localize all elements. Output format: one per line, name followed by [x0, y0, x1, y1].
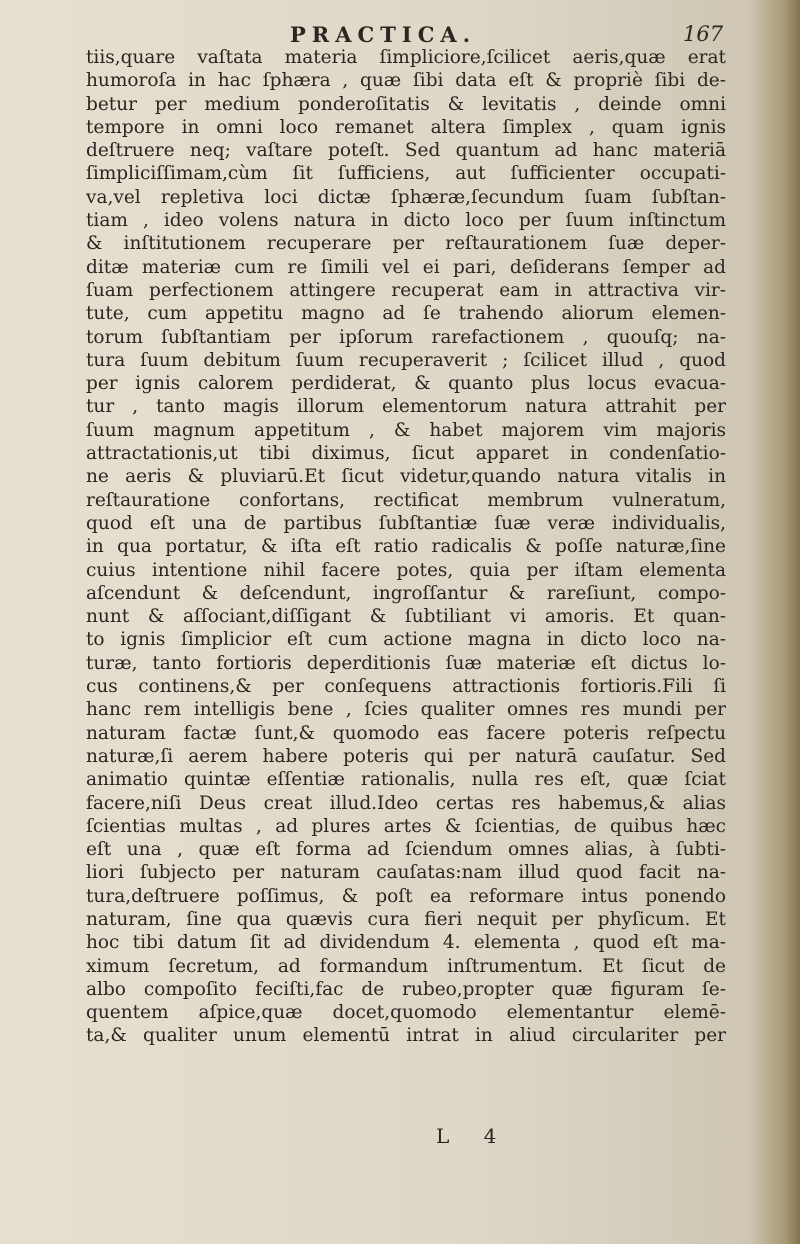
text-line: quod eſt una de partibus ſubſtantiæ ſuæ veræ individualis,	[86, 512, 726, 534]
text-line: reſtauratione confortans, rectificat membrum vulneratum,	[86, 489, 726, 511]
text-line: tura ſuum debitum ſuum recuperaverit ; ſcilicet illud , quod	[86, 349, 726, 371]
text-line: tura,deſtruere poſſimus, & poſt ea reformare intus ponendo	[86, 885, 726, 907]
text-line: turæ, tanto fortioris deperditionis ſuæ materiæ eſt dictus lo-	[86, 652, 726, 674]
text-line: attractationis,ut tibi diximus, ſicut apparet in condenſatio-	[86, 443, 726, 465]
text-line: tiis,quare vaſtata materia ſimpliciore,ſcilicet aeris,quæ erat	[86, 47, 726, 68]
text-line: quentem aſpice,quæ docet,quomodo elementantur elemē-	[86, 1002, 726, 1024]
text-line: naturæ,ſi aerem habere poteris qui per naturā cauſatur. Sed	[86, 745, 726, 767]
text-line: betur per medium ponderoſitatis & levitatis , deinde omni	[86, 93, 726, 115]
text-line: va,vel repletiva loci dictæ ſphæræ,ſecundum ſuam ſubſtan-	[86, 186, 726, 208]
text-line: animatio quintæ eſſentiæ rationalis, nulla res eſt, quæ ſciat	[86, 769, 726, 791]
text-line: tiam , ideo volens natura in dicto loco per ſuum inſtinctum	[86, 210, 726, 232]
text-line: ne aeris & pluviarū.Et ſicut videtur,quando natura vitalis in	[86, 466, 726, 488]
page-gutter-shadow	[752, 0, 800, 1244]
text-line: & inſtitutionem recuperare per reſtaurationem ſuæ deper-	[86, 233, 726, 255]
text-line: naturam, ſine qua quævis cura fieri nequit per phyſicum. Et	[86, 908, 726, 930]
text-line: hanc rem intelligis bene , ſcies qualiter omnes res mundi per	[86, 699, 726, 721]
text-line: tute, cum appetitu magno ad ſe trahendo aliorum elemen-	[86, 303, 726, 325]
text-line: ditæ materiæ cum re ſimili vel ei pari, deſiderans ſemper ad	[86, 256, 726, 278]
text-line: ſimpliciſſimam,cùm ſit ſufficiens, aut ſufficienter occupati-	[86, 163, 726, 185]
running-head: PRACTICA.	[290, 22, 477, 47]
signature-mark: L 4	[436, 1124, 511, 1148]
text-line: ta,& qualiter unum elementū intrat in aliud circulariter per	[86, 1025, 726, 1047]
text-line: eſt una , quæ eſt forma ad ſciendum omnes alias, à ſubti-	[86, 839, 726, 861]
text-line: tempore in omni loco remanet altera ſimplex , quam ignis	[86, 116, 726, 138]
text-line: hoc tibi datum ſit ad dividendum 4. elementa , quod eſt ma-	[86, 932, 726, 954]
text-line: albo compoſito feciſti,fac de rubeo,propter quæ figuram ſe-	[86, 978, 726, 1000]
text-line: humoroſa in hac ſphæra , quæ ſibi data eſt & propriè ſibi de-	[86, 70, 726, 92]
body-text	[86, 46, 726, 1048]
page-number: 167	[683, 22, 724, 46]
text-line: tur , tanto magis illorum elementorum natura attrahit per	[86, 396, 726, 418]
text-line: to ignis ſimplicior eſt cum actione magna in dicto loco na-	[86, 629, 726, 651]
text-line: cuius intentione nihil facere potes, quia per iſtam elementa	[86, 559, 726, 581]
text-line: naturam factæ ſunt,& quomodo eas facere poteris reſpectu	[86, 722, 726, 744]
text-line: aſcendunt & deſcendunt, ingroſſantur & rareſiunt, compo-	[86, 582, 726, 604]
text-line: ximum ſecretum, ad formandum inſtrumentum. Et ſicut de	[86, 955, 726, 977]
text-line: liori ſubjecto per naturam cauſatas:nam illud quod facit na-	[86, 862, 726, 884]
text-line: ſuam perfectionem attingere recuperat eam in attractiva vir-	[86, 279, 726, 301]
text-line: cus continens,& per conſequens attractionis fortioris.Fili ſi	[86, 676, 726, 698]
text-line: per ignis calorem perdiderat, & quanto plus locus evacua-	[86, 373, 726, 395]
text-line: in qua portatur, & iſta eſt ratio radicalis & poſſe naturæ,ſine	[86, 536, 726, 558]
text-line: ſuum magnum appetitum , & habet majorem vim majoris	[86, 419, 726, 441]
text-line: ſcientias multas , ad plures artes & ſcientias, de quibus hæc	[86, 815, 726, 837]
text-line: facere,niſi Deus creat illud.Ideo certas res habemus,& alias	[86, 792, 726, 814]
text-line: nunt & aſſociant,diſſigant & ſubtiliant vi amoris. Et quan-	[86, 606, 726, 628]
text-line: torum ſubſtantiam per ipſorum rarefactionem , quouſq; na-	[86, 326, 726, 348]
text-line: deſtruere neq; vaſtare poteſt. Sed quantum ad hanc materiā	[86, 140, 726, 162]
